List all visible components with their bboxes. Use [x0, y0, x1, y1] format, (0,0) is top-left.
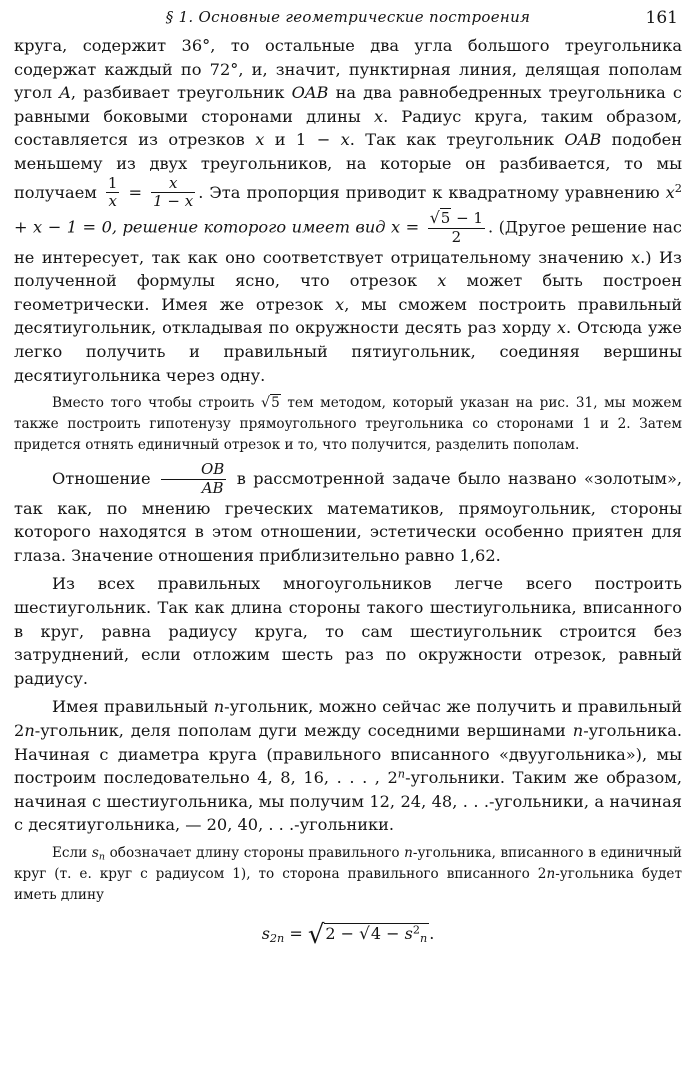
small-note-side-length: Если $s_n$ обозначает длину стороны правильного n-угольника, вписанного в единичный круг (т. е. круг с радиусом 1), то сторона правильного вписанного 2n-угольника будет иметь длину [14, 844, 682, 903]
page-number: 161 [645, 8, 678, 28]
running-header [14, 8, 682, 34]
solution-fraction: $\frac{√5 - 1}{2}$ [429, 208, 483, 246]
paragraph-doubling: Имея правильный n-угольник, можно сейчас же получить и правильный 2n-угольник, деля пополам дуги между соседними вершинами n-угольника. Начиная с диаметра круга (правильного вписанного «двуугольника»), мы построим последовательно 4, 8, 16, . . . , 2$^n$-угольники. Таким же образом, начиная с шестиугольника, мы получим 12, 24, 48, . . .-угольники, а начиная с десятиугольника, — 20, 40, . . .-угольники. [14, 697, 682, 835]
book-page [14, 8, 682, 950]
small-note-sqrt5: Вместо того чтобы строить √5 тем методом, который указан на рис. 31, мы можем также построить гипотенузу прямоугольного треугольника со сторонами 1 и 2. Затем придется отнять единичный отрезок и то, что получится, разделить пополам. [14, 395, 683, 454]
main-text-2 [14, 462, 682, 837]
fraction-1-over-x: $\frac{1}{x}$ [107, 173, 118, 211]
fraction-OB-over-AB: $\frac{OB}{AB}$ [161, 462, 226, 497]
paragraph-hexagon: Из всех правильных многоугольников легче всего построить шестиугольник. Так как длина стороны такого шестиугольника, вписанного в круг, равна радиусу круга, то сам шестиугольник строится без затруднений, если отложим шесть раз по окружности отрезок, равный радиусу. [14, 574, 682, 688]
side-length-formula: $s_{2n} = √2 - √4 - s^2_n$ . [261, 919, 435, 950]
main-text [14, 34, 682, 387]
fraction-x-over-1-minus-x: $\frac{x}{1 - x}$ [153, 173, 194, 211]
section-title: § 1. Основные геометрические построения [165, 8, 531, 26]
paragraph-golden-ratio: Отношение $\frac{OB}{AB}$ в рассмотренной задаче было названо «золотым», так как, по мнению греческих математиков, прямоугольник, стороны которого находятся в этом отношении, эстетически особенно приятен для глаза. Значение отношения приблизительно равно 1,62. [14, 460, 682, 565]
paragraph-pentagon: круга, содержит 36°, то остальные два угла большого треугольника содержат каждый по 72°, и, значит, пунктирная линия, делящая пополам угол A, разбивает треугольник OAB на два равнобедренных треугольника с равными боковыми сторонами длины x. Радиус круга, таким образом, составляется из отрезков x и 1 − x. Так как треугольник OAB подобен меньшему из двух треугольников, на которые он разбивается, то мы получаем $\frac{1}{x}$ = $\frac{x}{1 - x}$ . Эта пропорция приводит к квадратному уравнению $x^2 + x - 1 = 0$, решение которого имеет вид x = $\frac{√5 - 1}{2}$ . (Другое решение нас не интересует, так как оно соответствует отрицательному значению x.) Из полученной формулы ясно, что отрезок x может быть построен геометрически. Имея же отрезок x, мы сможем построить правильный десятиугольник, откладывая по окружности десять раз хорду x. Отсюда уже легко получить и правильный пятиугольник, соединяя вершины десятиугольника через одну. [14, 36, 683, 385]
